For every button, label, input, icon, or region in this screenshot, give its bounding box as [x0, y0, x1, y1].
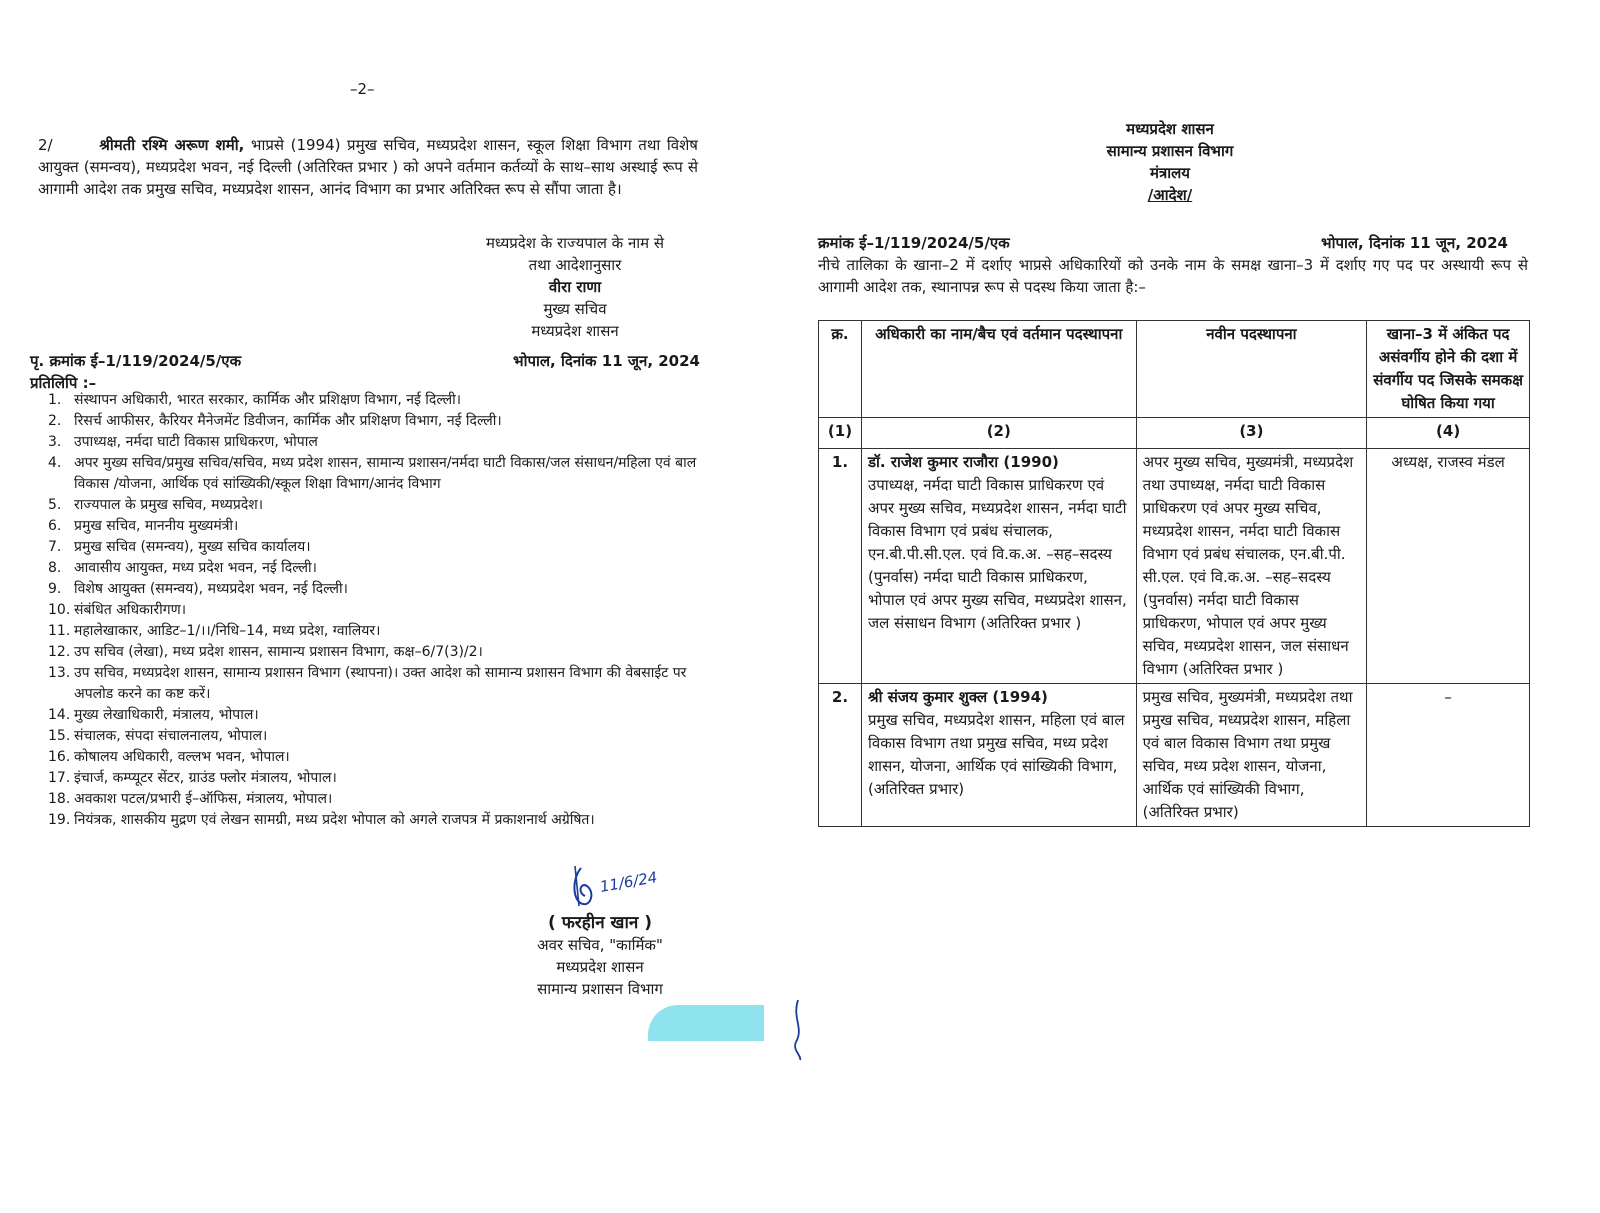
header-equivalent-post: खाना–3 में अंकित पद असंवर्गीय होने की दशा में संवर्गीय पद जिसके समकक्ष घोषित किया गया — [1367, 321, 1530, 418]
order-number: क्रमांक ई–1/119/2024/5/एक — [818, 234, 1010, 252]
current-posting-text: उपाध्यक्ष, नर्मदा घाटी विकास प्राधिकरण एवं अपर मुख्य सचिव, मध्यप्रदेश शासन, नर्मदा घाटी विकास विभाग एवं प्रबंध संचालक, एन.बी.पी.सी.एल. एवं वि.क.अ. –सह–सदस्य (पुनर्वास) नर्मदा घाटी विकास प्राधिकरण, भोपाल एवं अपर मुख्य सचिव, मध्यप्रदेश शासन, जल संसाधन विभाग (अतिरिक्त प्रभार ) — [867, 476, 1127, 632]
order-header — [1000, 118, 1340, 206]
order-intro: नीचे तालिका के खाना–2 में दर्शाए भाप्रसे अधिकारियों को उनके नाम के समक्ष खाना–3 में दर्शाए गए पद पर अस्थायी रूप से आगामी आदेश तक, स्थानापन्न रूप से पदस्थ किया जाता है:– — [818, 256, 1528, 296]
copy-list-item — [48, 495, 698, 516]
copy-item-number: 3. — [48, 434, 62, 450]
col-number: (3) — [1136, 418, 1367, 449]
copy-list-item — [48, 453, 698, 495]
copy-list-item — [48, 390, 698, 411]
sign-line-1: मध्यप्रदेश के राज्यपाल के नाम से — [485, 234, 665, 252]
copy-list-item — [48, 516, 698, 537]
header-dept: सामान्य प्रशासन विभाग — [1106, 142, 1234, 160]
copy-list-item — [48, 789, 698, 810]
signature-date: 11/6/24 — [598, 868, 659, 896]
signatory-office: मध्यप्रदेश शासन — [531, 322, 619, 340]
cell-current-posting — [861, 684, 1136, 827]
col-number: (2) — [861, 418, 1136, 449]
table-row — [819, 684, 1530, 827]
copy-item-text: रिसर्च आफीसर, कैरियर मैनेजमेंट डिवीजन, कार्मिक और प्रशिक्षण विभाग, नई दिल्ली। — [74, 413, 502, 429]
signatory-designation: अवर सचिव, "कार्मिक" — [537, 936, 663, 954]
paragraph-number: 2/ — [38, 136, 53, 154]
copy-item-number: 1. — [48, 392, 62, 408]
copy-item-number: 13. — [48, 665, 71, 681]
copy-item-number: 10. — [48, 602, 71, 618]
copy-item-number: 8. — [48, 560, 62, 576]
copy-item-number: 19. — [48, 812, 71, 828]
copy-item-text: मुख्य लेखाधिकारी, मंत्रालय, भोपाल। — [74, 707, 259, 723]
copy-item-text: अवकाश पटल/प्रभारी ई–ऑफिस, मंत्रालय, भोपाल। — [74, 791, 333, 807]
signatory-dept: सामान्य प्रशासन विभाग — [537, 980, 663, 998]
signatory-name: वीरा राणा — [548, 278, 602, 296]
copy-list-item — [48, 642, 698, 663]
cell-new-posting: प्रमुख सचिव, मुख्यमंत्री, मध्यप्रदेश तथा प्रमुख सचिव, मध्यप्रदेश शासन, महिला एवं बाल विकास विभाग तथा प्रमुख सचिव, मध्य प्रदेश शासन, योजना, आर्थिक एवं सांख्यिकी विभाग, (अतिरिक्त प्रभार) — [1136, 684, 1367, 827]
copy-item-text: उप सचिव (लेखा), मध्य प्रदेश शासन, सामान्य प्रशासन विभाग, कक्ष–6/7(3)/2। — [74, 644, 483, 660]
copy-item-text: इंचार्ज, कम्प्यूटर सेंटर, ग्राउंड फ्लोर मंत्रालय, भोपाल। — [74, 770, 337, 786]
copy-item-text: उप सचिव, मध्यप्रदेश शासन, सामान्य प्रशासन विभाग (स्थापना)। उक्त आदेश को सामान्य प्रशासन विभाग की वेबसाईट पर अपलोड करने का कष्ट करें। — [74, 665, 687, 702]
copy-list-item — [48, 600, 698, 621]
cell-equivalent-post: अध्यक्ष, राजस्व मंडल — [1367, 449, 1530, 684]
officer-name: डॉ. राजेश कुमार राजौरा (1990) — [867, 453, 1059, 471]
paragraph-text: भाप्रसे (1994) प्रमुख सचिव, मध्यप्रदेश शासन, स्कूल शिक्षा विभाग तथा विशेष आयुक्त (समन्वय), मध्यप्रदेश भवन, नई दिल्ली (अतिरिक्त प्रभार ) को अपने वर्तमान कर्तव्यों के साथ–साथ अस्थाई रूप से आगामी आदेश तक प्रमुख सचिव, मध्यप्रदेश शासन, आनंद विभाग का प्रभार अतिरिक्त रूप से सौंपा जाता है। — [38, 136, 698, 198]
signatory-name: ( फरहीन खान ) — [548, 913, 652, 933]
copy-item-text: संचालक, संपदा संचालनालय, भोपाल। — [74, 728, 268, 744]
cell-equivalent-post: – — [1367, 684, 1530, 827]
cell-sno: 2. — [819, 684, 862, 827]
table-header-row — [819, 321, 1530, 418]
order-date: भोपाल, दिनांक 11 जून, 2024 — [1321, 234, 1508, 252]
copy-item-number: 11. — [48, 623, 71, 639]
copy-item-number: 2. — [48, 413, 62, 429]
copy-list-item — [48, 537, 698, 558]
copy-list-item — [48, 432, 698, 453]
copy-item-text: संबंधित अधिकारीगण। — [74, 602, 187, 618]
copy-item-number: 15. — [48, 728, 71, 744]
handwritten-signature — [565, 862, 685, 910]
paragraph-2 — [38, 134, 698, 200]
copy-item-text: प्रमुख सचिव, माननीय मुख्यमंत्री। — [74, 518, 239, 534]
copy-item-number: 17. — [48, 770, 71, 786]
copy-item-number: 18. — [48, 791, 71, 807]
endorsement-date: भोपाल, दिनांक 11 जून, 2024 — [513, 352, 700, 370]
table-row — [819, 449, 1530, 684]
col-number: (4) — [1367, 418, 1530, 449]
copy-item-number: 7. — [48, 539, 62, 555]
column-number-row — [819, 418, 1530, 449]
copy-list-item — [48, 768, 698, 789]
copy-item-number: 5. — [48, 497, 62, 513]
cell-new-posting: अपर मुख्य सचिव, मुख्यमंत्री, मध्यप्रदेश तथा उपाध्यक्ष, नर्मदा घाटी विकास प्राधिकरण एवं अपर मुख्य सचिव, मध्यप्रदेश शासन, नर्मदा घाटी विकास विभाग एवं प्रबंध संचालक, एन.बी.पी. सी.एल. एवं वि.क.अ. –सह–सदस्य (पुनर्वास) नर्मदा घाटी विकास प्राधिकरण, भोपाल एवं अपर मुख्य सचिव, मध्यप्रदेश शासन, जल संसाधन विभाग (अतिरिक्त प्रभार ) — [1136, 449, 1367, 684]
copy-item-text: अपर मुख्य सचिव/प्रमुख सचिव/सचिव, मध्य प्रदेश शासन, सामान्य प्रशासन/नर्मदा घाटी विकास/जल संसाधन/महिला एवं बाल विकास /योजना, आर्थिक एवं सांख्यिकी/स्कूल शिक्षा विभाग/आनंद विभाग — [74, 455, 697, 492]
copy-item-text: नियंत्रक, शासकीय मुद्रण एवं लेखन सामग्री, मध्य प्रदेश भोपाल को अगले राजपत्र में प्रकाशनार्थ अग्रेषित। — [74, 812, 595, 828]
current-posting-text: प्रमुख सचिव, मध्यप्रदेश शासन, महिला एवं बाल विकास विभाग तथा प्रमुख सचिव, मध्य प्रदेश शासन, योजना, आर्थिक एवं सांख्यिकी विभाग, (अतिरिक्त प्रभार) — [867, 711, 1125, 798]
cyan-mark — [648, 1005, 764, 1041]
pen-stroke-mark — [788, 998, 812, 1062]
header-govt: मध्यप्रदेश शासन — [1126, 120, 1214, 138]
header-current-posting: अधिकारी का नाम/बैच एवं वर्तमान पदस्थापना — [861, 321, 1136, 418]
signatory-block-under-secretary — [500, 912, 700, 1000]
header-ministry: मंत्रालय — [1149, 164, 1190, 182]
signatory-office: मध्यप्रदेश शासन — [556, 958, 644, 976]
header-new-posting: नवीन पदस्थापना — [1136, 321, 1367, 418]
col-number: (1) — [819, 418, 862, 449]
header-order: /आदेश/ — [1147, 186, 1193, 204]
endorsement-number: पृ. क्रमांक ई–1/119/2024/5/एक — [30, 352, 242, 370]
copy-list-item — [48, 411, 698, 432]
copy-item-number: 4. — [48, 455, 62, 471]
copy-item-text: आवासीय आयुक्त, मध्य प्रदेश भवन, नई दिल्ली। — [74, 560, 317, 576]
cell-sno: 1. — [819, 449, 862, 684]
copy-item-number: 16. — [48, 749, 71, 765]
sign-line-2: तथा आदेशानुसार — [528, 256, 622, 274]
signatory-designation: मुख्य सचिव — [543, 300, 607, 318]
copy-list-item — [48, 747, 698, 768]
posting-table — [818, 320, 1530, 827]
copy-item-number: 6. — [48, 518, 62, 534]
officer-name: श्रीमती रश्मि अरूण शमी, — [99, 136, 245, 154]
copy-to-label: प्रतिलिपि :– — [30, 374, 97, 392]
header-sno: क्र. — [819, 321, 862, 418]
signatory-block-chief-secretary — [455, 232, 695, 342]
copy-item-number: 14. — [48, 707, 71, 723]
copy-list-item — [48, 726, 698, 747]
copy-item-text: कोषालय अधिकारी, वल्लभ भवन, भोपाल। — [74, 749, 290, 765]
copy-list-item — [48, 810, 698, 831]
copy-list-item — [48, 558, 698, 579]
copy-list-item — [48, 663, 698, 705]
copy-item-text: उपाध्यक्ष, नर्मदा घाटी विकास प्राधिकरण, भोपाल — [74, 434, 318, 450]
copy-item-text: राज्यपाल के प्रमुख सचिव, मध्यप्रदेश। — [74, 497, 264, 513]
copy-item-text: महालेखाकार, आडिट–1/।।/निधि–14, मध्य प्रदेश, ग्वालियर। — [74, 623, 381, 639]
copy-list-item — [48, 621, 698, 642]
page-number: –2– — [350, 80, 375, 98]
copy-to-list — [48, 390, 698, 831]
copy-item-text: विशेष आयुक्त (समन्वय), मध्यप्रदेश भवन, नई दिल्ली। — [74, 581, 348, 597]
copy-item-number: 12. — [48, 644, 71, 660]
cell-current-posting — [861, 449, 1136, 684]
copy-list-item — [48, 579, 698, 600]
copy-item-text: प्रमुख सचिव (समन्वय), मुख्य सचिव कार्यालय। — [74, 539, 311, 555]
officer-name: श्री संजय कुमार शुक्ल (1994) — [867, 688, 1048, 706]
copy-item-number: 9. — [48, 581, 62, 597]
copy-item-text: संस्थापन अधिकारी, भारत सरकार, कार्मिक और प्रशिक्षण विभाग, नई दिल्ली। — [74, 392, 462, 408]
copy-list-item — [48, 705, 698, 726]
